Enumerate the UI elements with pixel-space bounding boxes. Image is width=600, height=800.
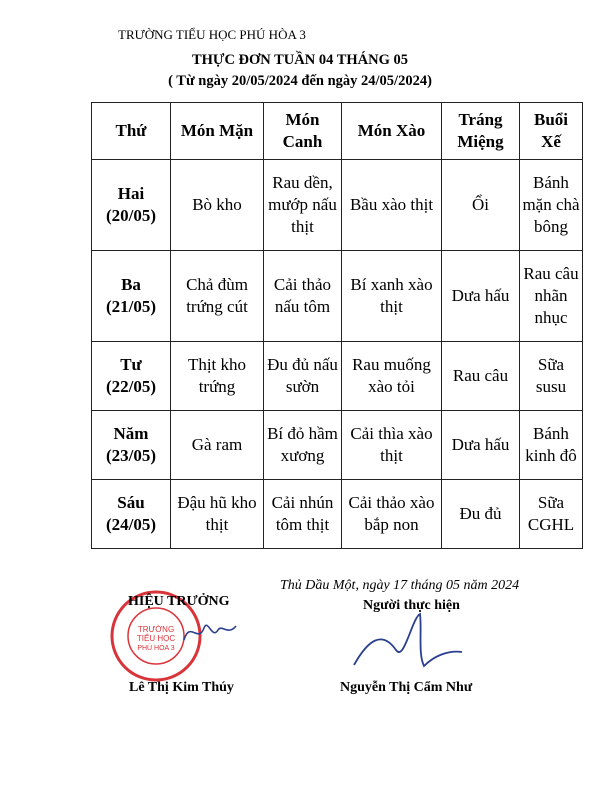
day-cell: Ba (21/05) [92,251,171,342]
performer-signature-icon [348,610,468,680]
canh-cell: Bí đỏ hầm xương [264,411,342,480]
col-header-buoi-xe: Buổi Xế [520,103,583,160]
table-row [92,480,583,549]
col-header-canh: Món Canh [264,103,342,160]
table-header-row [92,103,583,160]
col-header-xao: Món Xào [342,103,442,160]
man-cell: Thịt kho trứng [171,342,264,411]
canh-cell: Đu đủ nấu sườn [264,342,342,411]
col-header-man: Món Mặn [171,103,264,160]
menu-table [91,102,583,549]
day-cell: Năm (23/05) [92,411,171,480]
trang-mieng-cell: Ổi [442,160,520,251]
svg-text:TRƯỜNG: TRƯỜNG [137,625,175,634]
man-cell: Bò kho [171,160,264,251]
xao-cell: Bí xanh xào thịt [342,251,442,342]
buoi-xe-cell: Sữa CGHL [520,480,583,549]
principal-signature-icon [180,610,240,650]
trang-mieng-cell: Dưa hấu [442,411,520,480]
col-header-trang-mieng: Tráng Miệng [442,103,520,160]
man-cell: Gà ram [171,411,264,480]
table-row [92,411,583,480]
table-row [92,342,583,411]
trang-mieng-cell: Rau câu [442,342,520,411]
menu-date-range: ( Từ ngày 20/05/2024 đến ngày 24/05/2024) [168,73,432,89]
day-cell: Hai (20/05) [92,160,171,251]
man-cell: Chả đùm trứng cút [171,251,264,342]
buoi-xe-cell: Bánh kinh đô [520,411,583,480]
day-cell: Tư (22/05) [92,342,171,411]
place-date: Thủ Dầu Một, ngày 17 tháng 05 năm 2024 [280,578,520,593]
trang-mieng-cell: Dưa hấu [442,251,520,342]
school-name: TRƯỜNG TIỂU HỌC PHÚ HÒA 3 [118,27,306,42]
principal-title: HIỆU TRƯỞNG [128,594,230,609]
buoi-xe-cell: Rau câu nhãn nhục [520,251,583,342]
day-cell: Sáu (24/05) [92,480,171,549]
canh-cell: Rau dền, mướp nấu thịt [264,160,342,251]
canh-cell: Cải thảo nấu tôm [264,251,342,342]
xao-cell: Rau muống xào tỏi [342,342,442,411]
man-cell: Đậu hũ kho thịt [171,480,264,549]
performer-title: Người thực hiện [363,598,460,613]
xao-cell: Bầu xào thịt [342,160,442,251]
trang-mieng-cell: Đu đủ [442,480,520,549]
table-row [92,160,583,251]
table-row [92,251,583,342]
xao-cell: Cải thìa xào thịt [342,411,442,480]
buoi-xe-cell: Sữa susu [520,342,583,411]
svg-text:PHÚ HÒA 3: PHÚ HÒA 3 [137,645,175,652]
menu-title: THỰC ĐƠN TUẦN 04 THÁNG 05 [191,52,409,68]
canh-cell: Cải nhún tôm thịt [264,480,342,549]
svg-text:TIỂU HỌC: TIỂU HỌC [136,634,176,643]
xao-cell: Cải thảo xào bắp non [342,480,442,549]
principal-name: Lê Thị Kim Thúy [129,680,234,695]
performer-name: Nguyễn Thị Cẩm Như [340,680,473,695]
buoi-xe-cell: Bánh mặn chà bông [520,160,583,251]
col-header-day: Thứ [92,103,171,160]
